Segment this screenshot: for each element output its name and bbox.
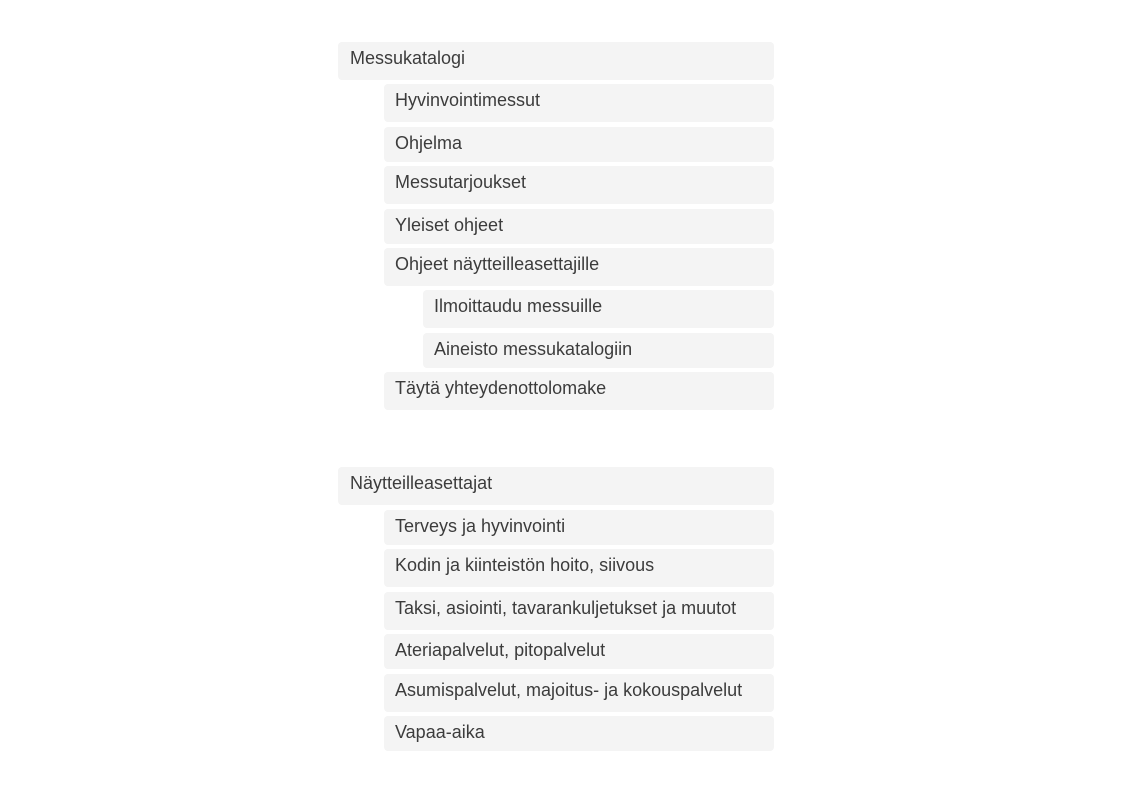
menu-heading-messukatalogi[interactable] — [338, 42, 774, 80]
menu-item-terveys-ja-hyvinvointi[interactable] — [384, 510, 774, 545]
menu-item-label: Vapaa-aika — [395, 722, 485, 742]
menu-heading-label: Näytteilleasettajat — [350, 473, 493, 493]
menu-item-ohjeet-naytteilleasettajille[interactable] — [384, 248, 774, 286]
menu-item-label: Messutarjoukset — [395, 172, 527, 192]
menu-item-label: Kodin ja kiinteistön hoito, siivous — [395, 555, 655, 575]
submenu-item-aineisto-messukatalogiin[interactable] — [423, 333, 774, 368]
menu-item-label: Ohjeet näytteilleasettajille — [395, 254, 600, 274]
menu-item-ohjelma[interactable] — [384, 127, 774, 162]
menu-item-messutarjoukset[interactable] — [384, 166, 774, 204]
submenu-item-ilmoittaudu-messuille[interactable] — [423, 290, 774, 328]
menu-item-label: Taksi, asiointi, tavarankuljetukset ja muutot — [395, 598, 737, 618]
submenu-item-label: Ilmoittaudu messuille — [434, 296, 603, 316]
menu-item-ateriapalvelut[interactable] — [384, 634, 774, 669]
menu-item-label: Terveys ja hyvinvointi — [395, 516, 566, 536]
submenu-item-label: Aineisto messukatalogiin — [434, 339, 633, 359]
menu-item-label: Yleiset ohjeet — [395, 215, 504, 235]
menu-item-label: Ateriapalvelut, pitopalvelut — [395, 640, 606, 660]
menu-item-label: Hyvinvointimessut — [395, 90, 541, 110]
menu-heading-label: Messukatalogi — [350, 48, 466, 68]
menu-item-label: Asumispalvelut, majoitus- ja kokouspalvelut — [395, 680, 743, 700]
menu-item-kodin-ja-kiinteiston-hoito[interactable] — [384, 549, 774, 587]
menu-item-label: Täytä yhteydenottolomake — [395, 378, 607, 398]
menu-item-yleiset-ohjeet[interactable] — [384, 209, 774, 244]
menu-item-tayta-yhteydenottolomake[interactable] — [384, 372, 774, 410]
menu-item-taksi-asiointi[interactable] — [384, 592, 774, 630]
menu-item-vapaa-aika[interactable] — [384, 716, 774, 751]
menu-item-hyvinvointimessut[interactable] — [384, 84, 774, 122]
menu-heading-naytteilleasettajat[interactable] — [338, 467, 774, 505]
menu-item-label: Ohjelma — [395, 133, 463, 153]
menu-item-asumispalvelut[interactable] — [384, 674, 774, 712]
